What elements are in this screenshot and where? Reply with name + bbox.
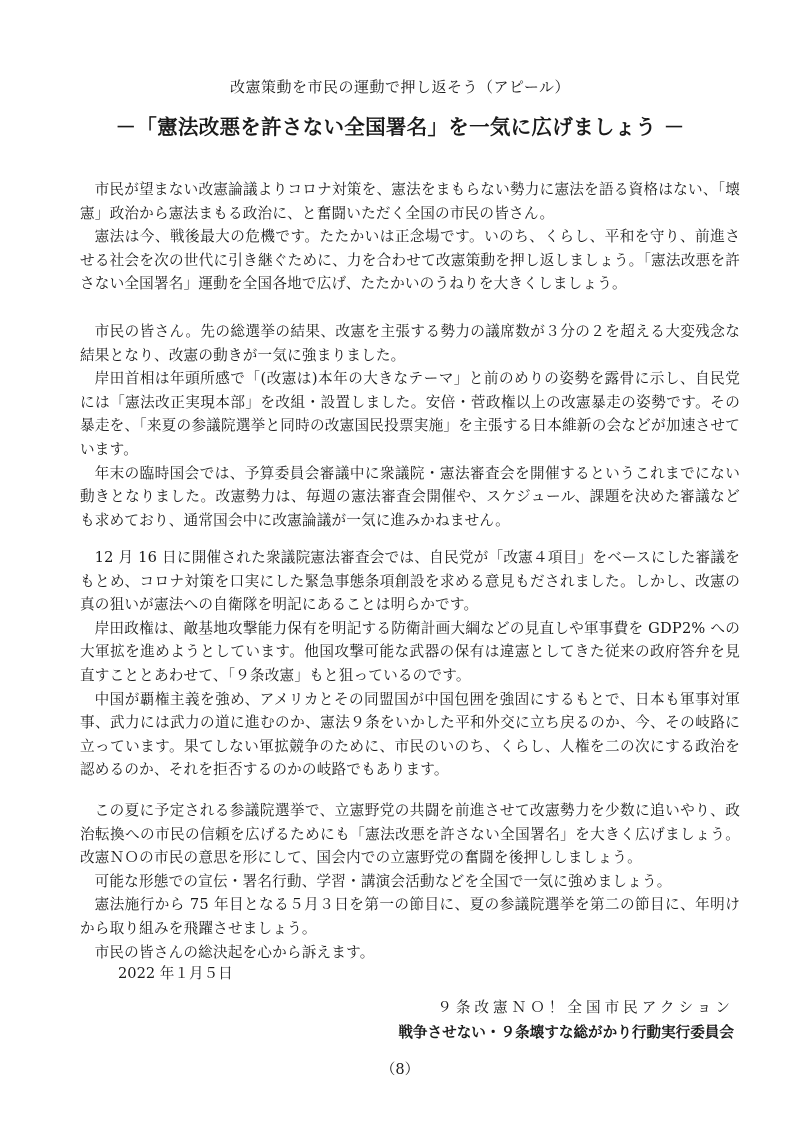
section-4 [80, 799, 740, 964]
paragraph: 岸田首相は年頭所感で「(改憲は)本年の大きなテーマ」と前のめりの姿勢を露骨に示し、自民党には「憲法改正実現本部」を改組・設置しました。安倍・菅政権以上の改憲暴走の姿勢です。その暴走を、「来夏の参議院選挙と同時の改憲国民投票実施」を主張する日本維新の会などが加速させています。 [80, 370, 740, 458]
paragraph: 市民の皆さん。先の総選挙の結果、改憲を主張する勢力の議席数が３分の２を超える大変残念な結果となり、改憲の動きが一気に強まりました。 [80, 323, 740, 364]
paragraph: 市民の皆さんの総決起を心から訴えます。 [94, 943, 375, 961]
document-date: 2022 年１月５日 [118, 965, 233, 982]
paragraph: 市民が望まない改憲論議よりコロナ対策を、憲法をまもらない勢力に憲法を語る資格はない、「壊憲」政治から憲法まもる政治に、と奮闘いただく全国の市民の皆さん。 [80, 181, 740, 222]
paragraph: 憲法施行から 75 年目となる５月３日を第一の節目に、夏の参議院選挙を第二の節目に、年明けから取り組みを飛躍させましょう。 [80, 896, 740, 937]
paragraph: この夏に予定される参議院選挙で、立憲野党の共闘を前進させて改憲勢力を少数に追いやり、政治転換への市民の信頼を広げるためにも「憲法改悪を許さない全国署名」を大きく広げましょう。改憲ＮＯの市民の意思を形にして、国会内での立憲野党の奮闘を後押ししましょう。 [80, 802, 740, 867]
section-2 [80, 320, 740, 532]
paragraph: 岸田政権は、敵基地攻撃能力保有を明記する防衛計画大綱などの見直しや軍事費を GDP2% への大軍拡を進めようとしています。他国攻撃可能な武器の保有は違憲としてきた従来の政府答弁を見直すこととあわせて、「９条改憲」もと狙っているのです。 [80, 619, 740, 684]
paragraph: 憲法は今、戦後最大の危機です。たたかいは正念場です。いのち、くらし、平和を守り、前進させる社会を次の世代に引き継ぐために、力を合わせて改憲策動を押し返しましょう。「憲法改悪を許さない全国署名」運動を全国各地で広げ、たたかいのうねりを大きくしましょう。 [80, 228, 740, 293]
paragraph: 年末の臨時国会では、予算委員会審議中に衆議院・憲法審査会を開催するというこれまでにない動きとなりました。改憲勢力は、毎週の憲法審査会開催や、スケジュール、課題を決めた審議なども求めており、通常国会中に改憲論議が一気に進みかねません。 [80, 464, 740, 529]
signature-organization-1: ９条改憲ＮＯ！全国市民アクション [437, 999, 734, 1016]
page-number: （8） [380, 1061, 420, 1078]
document-title: －「憲法改悪を許さない全国署名」を一気に広げましょう － [115, 115, 685, 139]
document-subtitle: 改憲策動を市民の運動で押し返そう（アピール） [229, 78, 571, 96]
signature-organization-2: 戦争させない・９条壊すな総がかり行動実行委員会 [398, 1024, 734, 1041]
paragraph: 12 月 16 日に開催された衆議院憲法審査会では、自民党が「改憲４項目」をベースにした審議をもとめ、コロナ対策を口実にした緊急事態条項創設を求める意見もだされました。しかし、改憲の真の狙いが憲法への自衛隊を明記にあることは明らかです。 [80, 549, 740, 614]
paragraph: 中国が覇権主義を強め、アメリカとその同盟国が中国包囲を強固にするもとで、日本も軍事対軍事、武力には武力の道に進むのか、憲法９条をいかした平和外交に立ち戻るのか、今、その岐路に立っています。果てしない軍拡競争のために、市民のいのち、くらし、人権を二の次にする政治を認めるのか、それを拒否するのかの岐路でもあります。 [80, 690, 740, 779]
section-1 [80, 178, 740, 296]
paragraph: 可能な形態での宣伝・署名行動、学習・講演会活動などを全国で一気に強めましょう。 [94, 872, 672, 890]
section-3 [80, 546, 740, 782]
